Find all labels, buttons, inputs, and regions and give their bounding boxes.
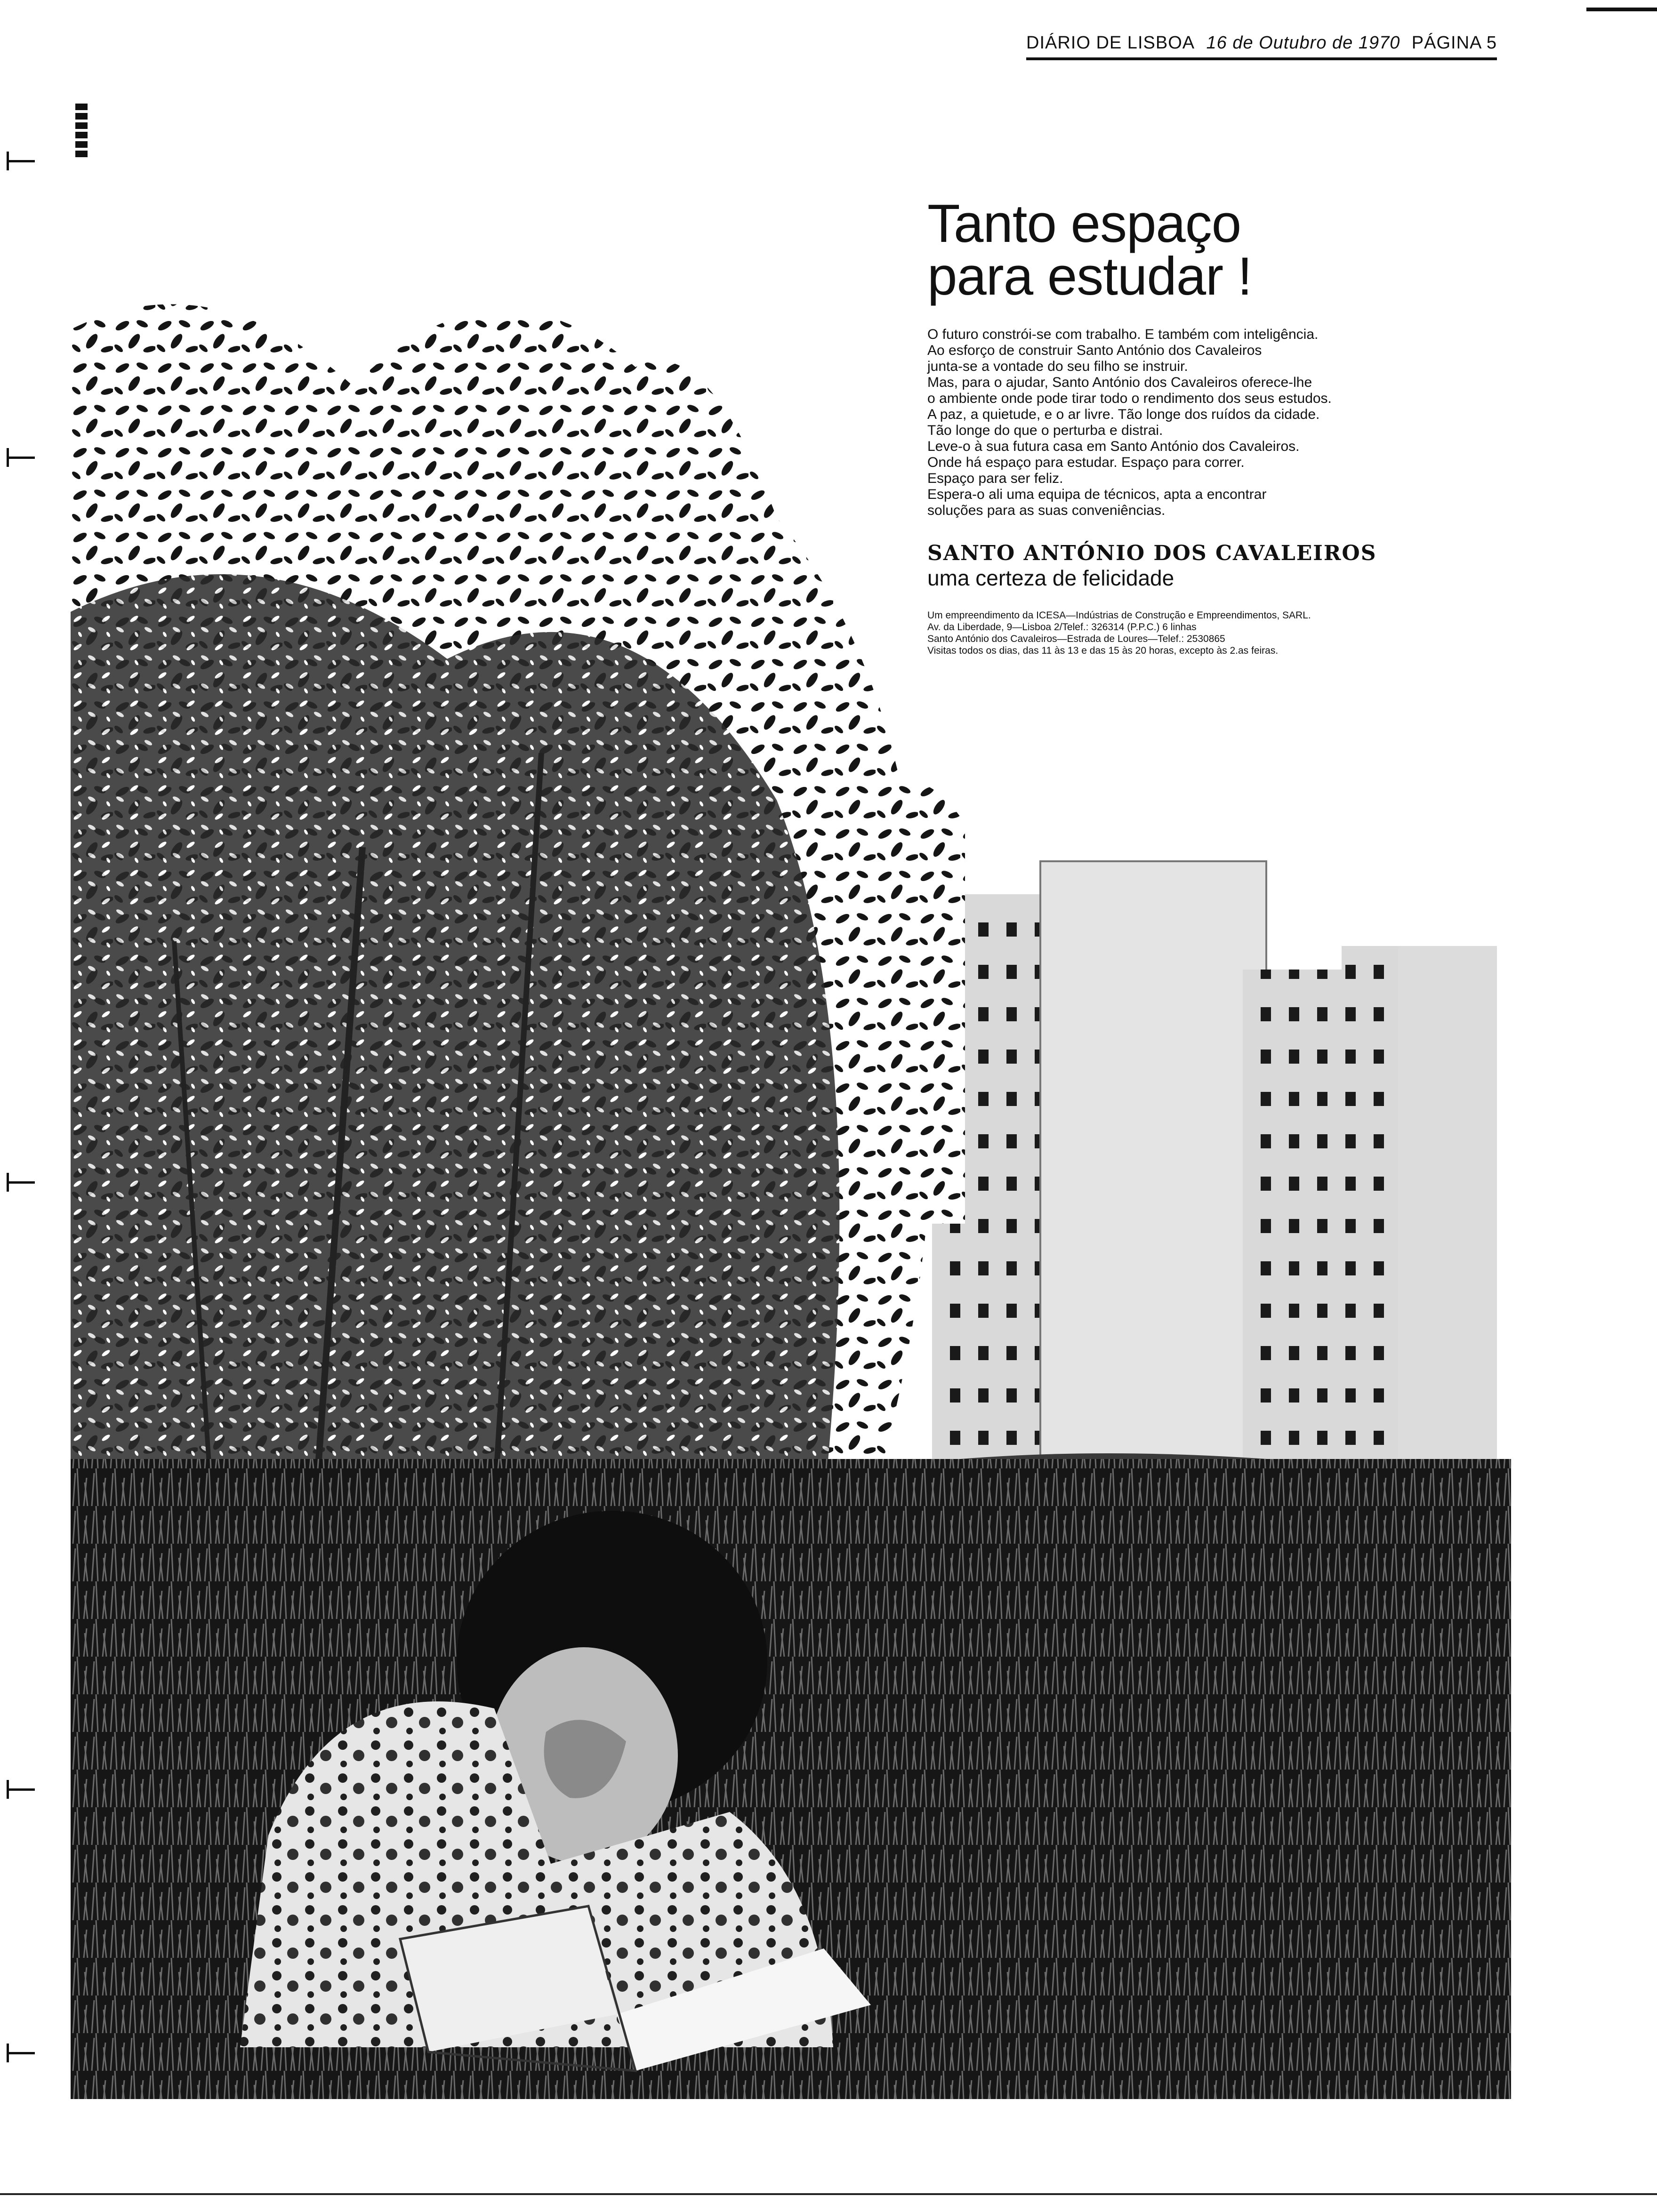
page-bottom-rule [0,2193,1657,2195]
registration-tick [7,160,35,162]
body-line: Espera-o ali uma equipa de técnicos, apta a encontrar [927,487,1267,502]
body-line: Leve-o à sua futura casa em Santo António dos Cavaleiros. [927,439,1300,454]
company-info [927,609,1469,657]
masthead-rule [1026,57,1497,60]
body-line: A paz, a quietude, e o ar livre. Tão longe dos ruídos da cidade. [927,407,1320,422]
headline-line-1: Tanto espaço [927,194,1241,254]
registration-tick [7,1788,35,1791]
body-line: Ao esforço de construir Santo António dos Cavaleiros [927,343,1262,358]
registration-tick [7,457,35,459]
body-line: O futuro constrói-se com trabalho. E também com inteligência. [927,327,1319,342]
masthead [1026,33,1497,56]
margin-stamp [75,104,88,160]
body-line: Onde há espaço para estudar. Espaço para correr. [927,455,1245,470]
corner-print-mark [1586,8,1657,11]
body-line: Tão longe do que o perturba e distrai. [927,423,1163,438]
body-line: Espaço para ser feliz. [927,471,1063,486]
registration-tick [7,1181,35,1184]
publication-name: DIÁRIO DE LISBOA [1026,33,1195,53]
brand-slogan: uma certeza de felicidade [927,566,1174,590]
company-info-line: Av. da Liberdade, 9—Lisboa 2/Telef.: 326314 (P.P.C.) 6 linhas [927,622,1197,633]
headline-line-2: para estudar ! [927,247,1252,306]
body-line: Mas, para o ajudar, Santo António dos Cavaleiros oferece-lhe [927,375,1312,390]
body-line: junta-se a vontade do seu filho se instruir. [927,359,1188,374]
body-line: soluções para as suas conveniências. [927,503,1166,518]
advert-copy [927,194,1469,657]
company-info-line: Santo António dos Cavaleiros—Estrada de Loures—Telef.: 2530865 [927,633,1225,644]
company-info-line: Visitas todos os dias, das 11 às 13 e das 15 às 20 horas, excepto às 2.as feiras. [927,645,1279,656]
ad-body [927,327,1469,519]
ad-headline [927,194,1469,306]
page-number: PÁGINA 5 [1411,33,1497,53]
publication-date: 16 de Outubro de 1970 [1206,33,1400,53]
registration-tick [7,2052,35,2054]
company-info-line: Um empreendimento da ICESA—Indústrias de Construção e Empreendimentos, SARL. [927,610,1311,621]
body-line: o ambiente onde pode tirar todo o rendimento dos seus estudos. [927,391,1332,406]
brand-name: SANTO ANTÓNIO DOS CAVALEIROS [927,541,1377,565]
